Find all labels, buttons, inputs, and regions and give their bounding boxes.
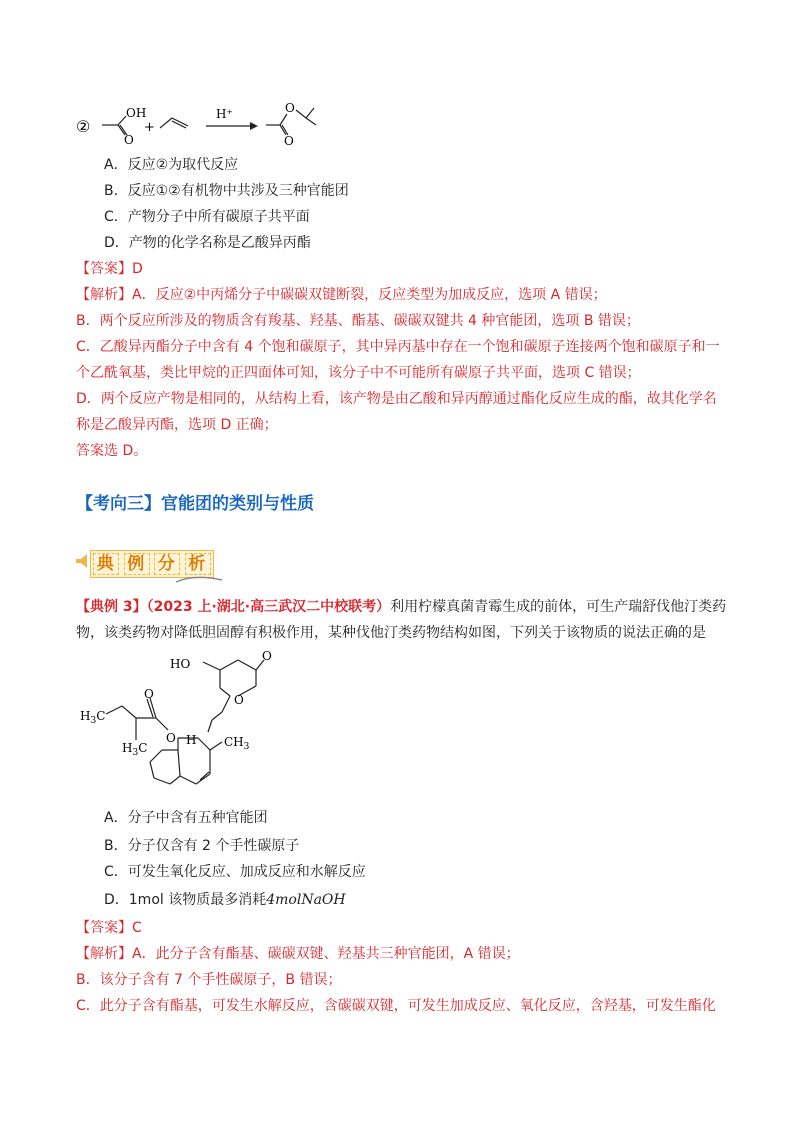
q2-analysis-line-6: 称是乙酸异丙酯，选项 D 正确； xyxy=(76,417,278,433)
label-o-ketone: O xyxy=(262,649,272,663)
q3-analysis-line-3: C．此分子含有酯基，可发生水解反应，含碳碳双键，可发生加成反应、氧化反应，含羟基，可发生酯化 xyxy=(76,998,716,1014)
q2-answer-value: D xyxy=(132,261,143,277)
reaction-2-scheme xyxy=(70,100,370,150)
molecule-svg xyxy=(70,646,370,796)
banner-char-4: 析 xyxy=(185,553,211,575)
reaction-2-svg xyxy=(70,100,370,150)
molecule-structure xyxy=(70,646,370,796)
q2-answer-label: 【答案】 xyxy=(76,261,132,277)
q3-option-b: B．分子仅含有 2 个手性碳原子 xyxy=(104,838,300,854)
label-h: H xyxy=(186,733,197,747)
banner-char-2: 例 xyxy=(124,553,150,575)
acid-oh-label: OH xyxy=(126,106,147,120)
q3-stem-line-2: 物，该类药物对降低胆固醇有积极作用，某种伐他汀类药物结构如图，下列关于该物质的说法正确的是 xyxy=(76,625,706,641)
q2-analysis-line-2: B．两个反应所涉及的物质含有羧基、羟基、酯基、碳碳双键共 4 种官能团，选项 B 错误； xyxy=(76,313,640,329)
label-o-ester-carbonyl: O xyxy=(144,687,154,701)
q3-analysis-label: 【解析】 xyxy=(76,946,132,962)
q2-option-c: C．产物分子中所有碳原子共平面 xyxy=(104,209,310,225)
q3-option-d xyxy=(104,890,346,910)
q2-analysis-line-4: 个乙酰氧基，类比甲烷的正四面体可知，该分子中不可能所有碳原子共平面，选项 C 错误； xyxy=(76,365,641,381)
q3-analysis-line-2: B．该分子含有 7 个手性碳原子，B 错误； xyxy=(76,972,342,988)
acid-o-label: O xyxy=(124,133,134,147)
q3-option-a: A．分子中含有五种官能团 xyxy=(104,810,268,826)
q2-analysis-text-1: A．反应②中丙烯分子中碳碳双键断裂，反应类型为加成反应，选项 A 错误； xyxy=(132,287,607,303)
reaction-number: ② xyxy=(76,117,91,136)
catalyst-label: H⁺ xyxy=(216,107,233,121)
ester-o1-label: O xyxy=(285,101,295,115)
q2-analysis-line-3: C．乙酸异丙酯分子中含有 4 个饱和碳原子，其中异丙基中存在一个饱和碳原子连接两个饱和碳原子和一 xyxy=(76,339,720,355)
section-title-text: 官能团的类别与性质 xyxy=(161,494,314,514)
q3-analysis-text-1: A．此分子含有酯基、碳碳双键、羟基共三种官能团，A 错误； xyxy=(132,946,520,962)
banner-char-1: 典 xyxy=(93,553,119,575)
reaction-arrow xyxy=(206,122,258,130)
section-title xyxy=(76,492,314,516)
q3-answer-label: 【答案】 xyxy=(76,920,132,936)
label-h3c-left: $H_3C$ xyxy=(80,709,106,726)
q3-option-d-text: D．1mol 该物质最多消耗 xyxy=(104,892,267,908)
q2-conclusion: 答案选 D。 xyxy=(76,443,148,459)
q3-answer-value: C xyxy=(132,920,142,936)
q2-option-a: A．反应②为取代反应 xyxy=(104,157,239,173)
label-ch3-right: $CH_3$ xyxy=(224,735,250,752)
q3-option-d-formula: 4molNaOH xyxy=(266,892,346,908)
q3-source: （2023 上·湖北·高三武汉二中校联考） xyxy=(146,599,391,615)
q2-analysis-line-1 xyxy=(76,285,607,305)
label-o-ester: O xyxy=(166,731,176,745)
q2-analysis-label: 【解析】 xyxy=(76,287,132,303)
label-h3c-mid: $H_3C$ xyxy=(122,741,148,758)
q2-option-d: D．产物的化学名称是乙酸异丙酯 xyxy=(104,235,311,251)
q2-answer xyxy=(76,259,143,279)
example-banner xyxy=(74,548,224,584)
ester-o2-label: O xyxy=(284,134,294,148)
q3-analysis-line-1 xyxy=(76,944,520,964)
q2-option-b: B．反应①②有机物中共涉及三种官能团 xyxy=(104,183,349,199)
q3-label: 【典例 3】 xyxy=(76,599,147,615)
banner-char-3: 分 xyxy=(154,553,180,575)
q3-answer xyxy=(76,918,142,938)
q3-stem-text-1: 利用柠檬真菌青霉生成的前体，可生产瑞舒伐他汀类药 xyxy=(390,599,727,615)
q3-option-c: C．可发生氧化反应、加成反应和水解反应 xyxy=(104,864,366,880)
section-title-bracket: 【考向三】 xyxy=(76,494,161,514)
propene-structure xyxy=(160,118,188,128)
molecule-bonds xyxy=(106,660,264,784)
plus-sign: + xyxy=(144,120,155,135)
q3-stem-line-1 xyxy=(76,597,726,617)
label-o-ring: O xyxy=(234,693,244,707)
banner-swoosh-icon xyxy=(174,574,224,584)
label-ho: HO xyxy=(170,657,191,671)
q2-analysis-line-5: D．两个反应产物是相同的，从结构上看，该产物是由乙酸和异丙醇通过酯化反应生成的酯，故其化学名 xyxy=(76,391,717,407)
